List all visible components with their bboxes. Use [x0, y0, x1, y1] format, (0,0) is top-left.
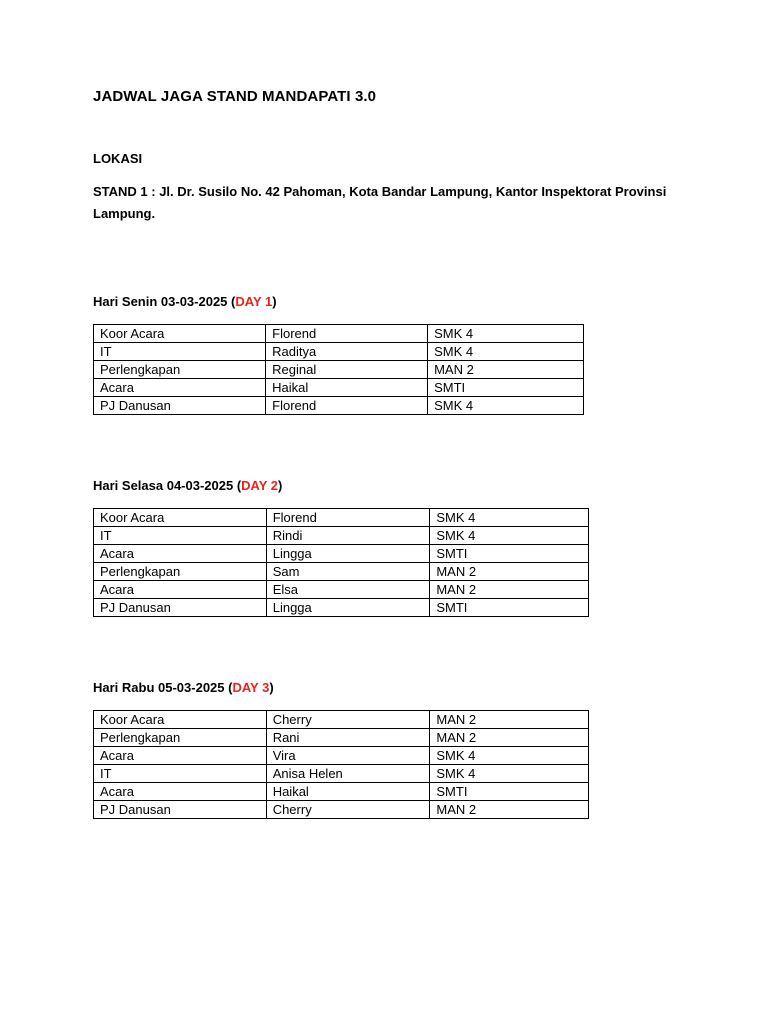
school-cell: SMK 4 [428, 397, 584, 415]
table-row [94, 581, 589, 599]
name-cell: Florend [266, 325, 428, 343]
school-cell: MAN 2 [430, 563, 589, 581]
table-row [94, 729, 589, 747]
name-cell: Sam [266, 563, 430, 581]
day-3-heading [93, 680, 274, 695]
role-cell: IT [94, 343, 266, 361]
table-row [94, 379, 584, 397]
school-cell: SMK 4 [428, 343, 584, 361]
name-cell: Florend [266, 397, 428, 415]
role-cell: Perlengkapan [94, 729, 267, 747]
name-cell: Rindi [266, 527, 430, 545]
school-cell: SMTI [430, 599, 589, 617]
location-text: STAND 1 : Jl. Dr. Susilo No. 42 Pahoman, Kota Bandar Lampung, Kantor Inspektorat Provinsi Lampung. [93, 184, 667, 221]
role-cell: Koor Acara [94, 711, 267, 729]
table-row [94, 801, 589, 819]
page-title: JADWAL JAGA STAND MANDAPATI 3.0 [93, 88, 377, 105]
day-3-label: DAY 3 [232, 680, 270, 695]
day-2-heading [93, 478, 282, 493]
school-cell: MAN 2 [430, 729, 589, 747]
school-cell: MAN 2 [430, 581, 589, 599]
school-cell: SMK 4 [430, 527, 589, 545]
table-row [94, 325, 584, 343]
table-row [94, 509, 589, 527]
role-cell: PJ Danusan [94, 599, 267, 617]
school-cell: MAN 2 [430, 711, 589, 729]
name-cell: Florend [266, 509, 430, 527]
day-2-label: DAY 2 [241, 478, 279, 493]
day-3-heading-close: ) [269, 680, 274, 695]
school-cell: SMTI [430, 545, 589, 563]
school-cell: SMTI [430, 783, 589, 801]
school-cell: SMK 4 [428, 325, 584, 343]
role-cell: Acara [94, 747, 267, 765]
table-row [94, 747, 589, 765]
day-2-date: Hari Selasa 04-03-2025 ( [93, 478, 242, 493]
name-cell: Cherry [266, 711, 430, 729]
role-cell: PJ Danusan [94, 397, 266, 415]
role-cell: Perlengkapan [94, 361, 266, 379]
table-row [94, 765, 589, 783]
day-3-schedule-table [93, 710, 589, 819]
name-cell: Haikal [266, 783, 430, 801]
name-cell: Rani [266, 729, 430, 747]
role-cell: IT [94, 765, 267, 783]
table-row [94, 527, 589, 545]
table-row [94, 545, 589, 563]
table-row [94, 361, 584, 379]
school-cell: SMK 4 [430, 765, 589, 783]
role-cell: Koor Acara [94, 325, 266, 343]
role-cell: IT [94, 527, 267, 545]
day-1-label: DAY 1 [235, 294, 273, 309]
day-1-heading [93, 294, 277, 309]
school-cell: SMK 4 [430, 509, 589, 527]
role-cell: Perlengkapan [94, 563, 267, 581]
name-cell: Haikal [266, 379, 428, 397]
table-row [94, 397, 584, 415]
table-row [94, 599, 589, 617]
role-cell: Acara [94, 581, 267, 599]
name-cell: Lingga [266, 545, 430, 563]
name-cell: Anisa Helen [266, 765, 430, 783]
school-cell: MAN 2 [430, 801, 589, 819]
role-cell: Acara [94, 783, 267, 801]
day-1-heading-close: ) [272, 294, 277, 309]
name-cell: Vira [266, 747, 430, 765]
day-1-date: Hari Senin 03-03-2025 ( [93, 294, 236, 309]
day-2-schedule-table [93, 508, 589, 617]
table-row [94, 711, 589, 729]
school-cell: MAN 2 [428, 361, 584, 379]
school-cell: SMK 4 [430, 747, 589, 765]
table-row [94, 783, 589, 801]
role-cell: Acara [94, 545, 267, 563]
name-cell: Raditya [266, 343, 428, 361]
table-row [94, 343, 584, 361]
name-cell: Elsa [266, 581, 430, 599]
role-cell: Acara [94, 379, 266, 397]
day-2-heading-close: ) [278, 478, 283, 493]
name-cell: Cherry [266, 801, 430, 819]
role-cell: Koor Acara [94, 509, 267, 527]
name-cell: Lingga [266, 599, 430, 617]
day-1-schedule-table [93, 324, 584, 415]
school-cell: SMTI [428, 379, 584, 397]
role-cell: PJ Danusan [94, 801, 267, 819]
location-heading: LOKASI [93, 151, 143, 166]
table-row [94, 563, 589, 581]
name-cell: Reginal [266, 361, 428, 379]
day-3-date: Hari Rabu 05-03-2025 ( [93, 680, 233, 695]
